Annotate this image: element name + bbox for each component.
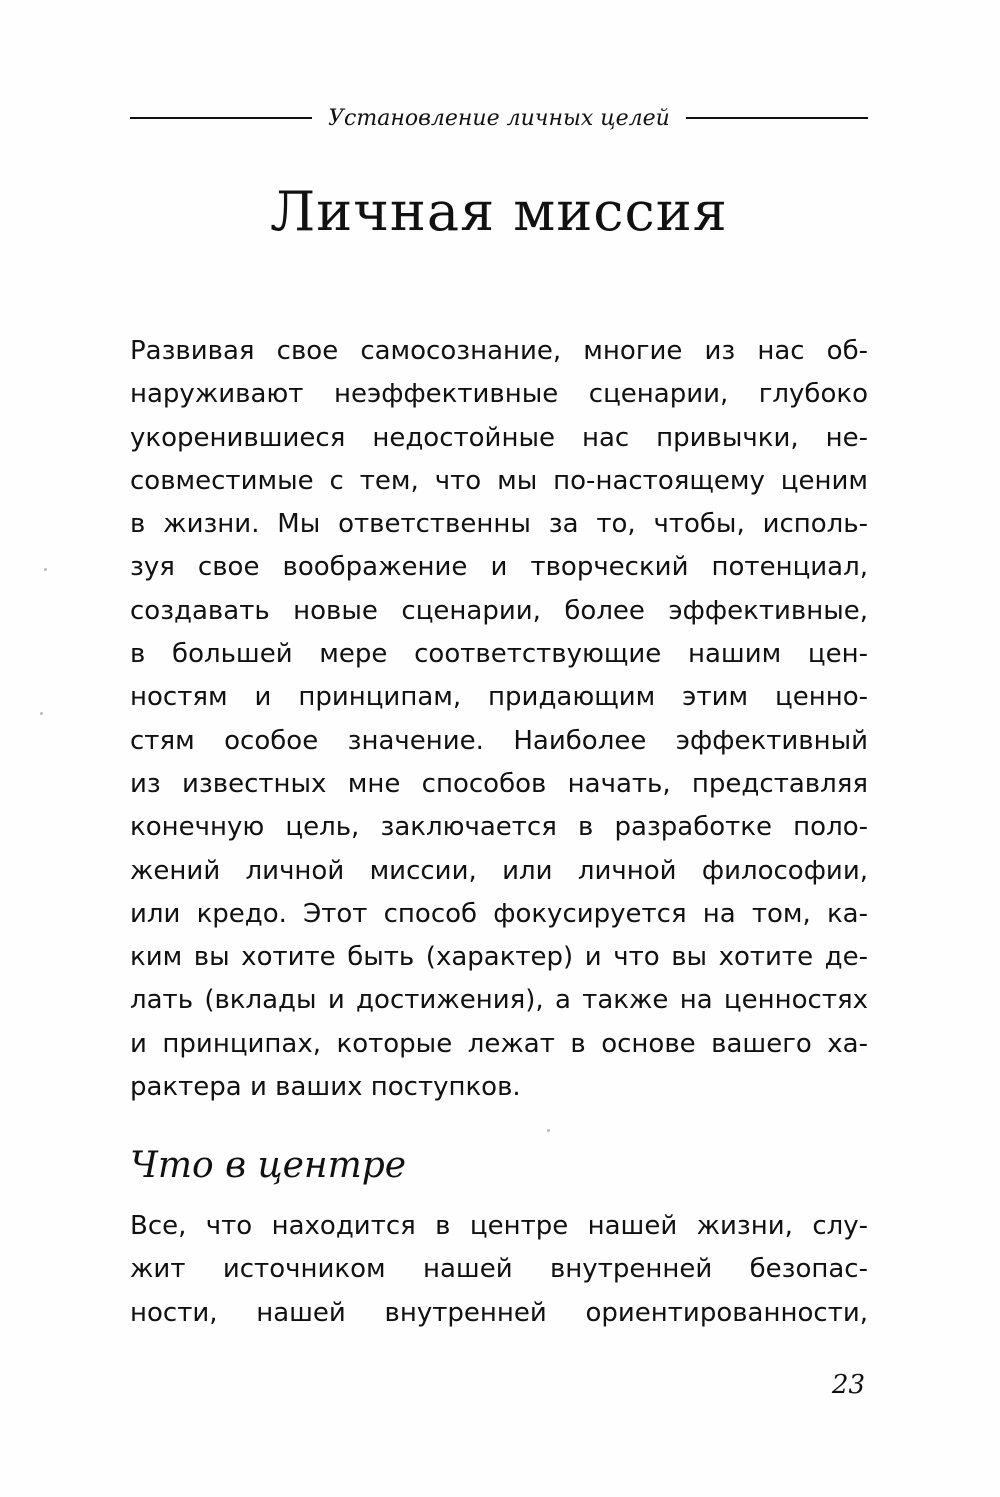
text-line: в большей мере соответствующие нашим цен- [130, 639, 868, 670]
page-number: 23 [831, 1370, 865, 1400]
page-title: Личная миссия [270, 180, 728, 243]
text-line: или кредо. Этот способ фокусируется на том, ка- [130, 898, 868, 929]
text-line: конечную цель, заключается в разработке поло- [130, 812, 868, 843]
running-head-rule-right [686, 117, 868, 119]
paragraph-mission [130, 330, 868, 1109]
text-line: совместимые с тем, что мы по-настоящему ценим [130, 465, 868, 496]
text-line: ности, нашей внутренней ориентированности, [130, 1297, 868, 1328]
text-line: стям особое значение. Наиболее эффективный [130, 725, 868, 756]
scan-speck [547, 1129, 550, 1132]
text-line: Все, что находится в центре нашей жизни, слу- [130, 1211, 868, 1241]
text-line: в жизни. Мы ответственны за то, чтобы, исполь- [130, 509, 868, 540]
text-line: создавать новые сценарии, более эффективные, [130, 595, 868, 626]
text-line: жений личной миссии, или личной философии, [130, 855, 868, 886]
text-line: жит источником нашей внутренней безопас- [130, 1254, 868, 1285]
text-line: наруживают неэффективные сценарии, глубоко [130, 379, 868, 410]
text-line: рактера и ваших поступков. [130, 1072, 521, 1103]
text-line: укоренившиеся недостойные нас привычки, не- [130, 422, 868, 453]
running-head [130, 98, 868, 138]
running-head-rule-left [130, 117, 312, 119]
text-line: и принципах, которые лежат в основе вашего ха- [130, 1028, 868, 1059]
text-line: ким вы хотите быть (характер) и что вы хотите де- [130, 942, 868, 973]
text-line: Развивая свое самосознание, многие из нас об- [130, 336, 868, 366]
scan-speck [44, 568, 47, 571]
paragraph-center [130, 1205, 868, 1335]
text-line: ностям и принципам, придающим этим ценно- [130, 682, 868, 713]
text-line: из известных мне способов начать, представляя [130, 768, 868, 799]
text-line: зуя свое воображение и творческий потенциал, [130, 552, 868, 583]
running-head-text: Установление личных целей [328, 105, 670, 131]
scan-speck [40, 712, 43, 715]
section-subheading: Что в центре [130, 1145, 407, 1186]
text-line: лать (вклады и достижения), а также на ценностях [130, 985, 868, 1016]
